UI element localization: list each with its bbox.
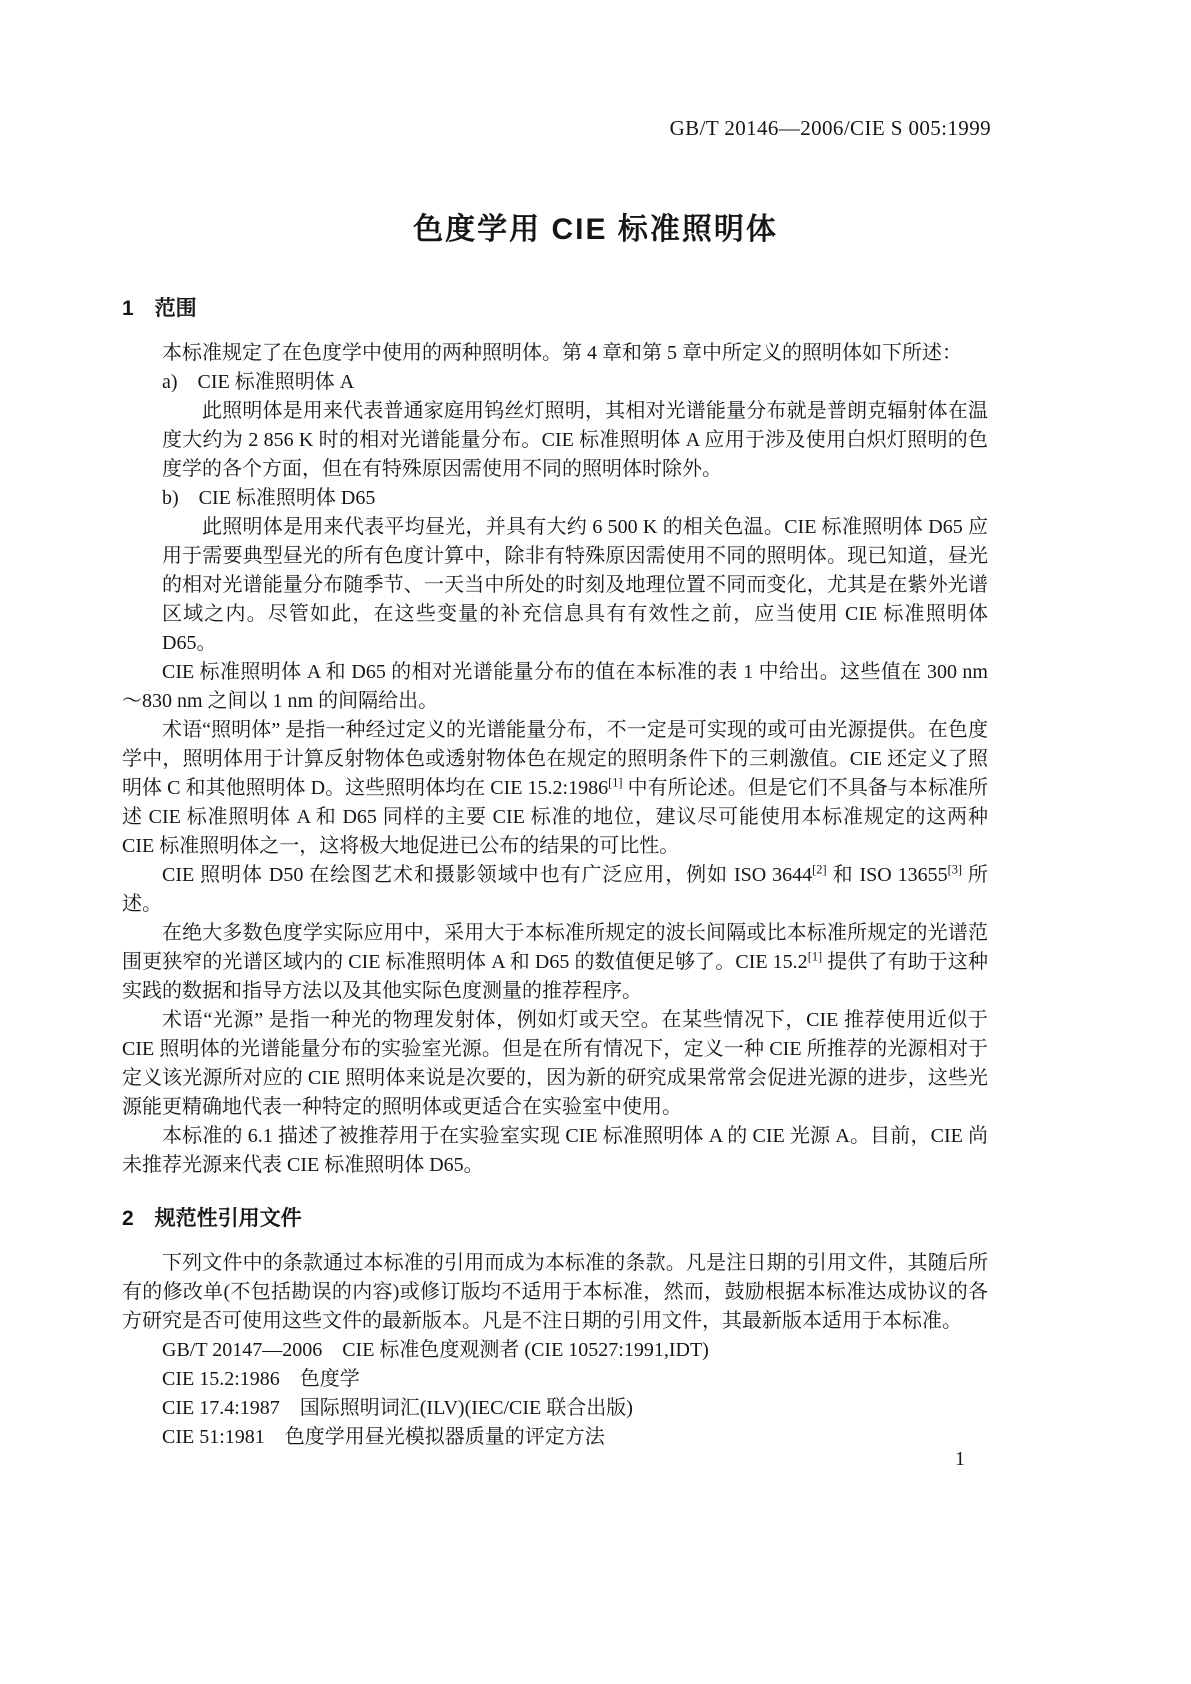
- paragraph-scope-intro: 本标准规定了在色度学中使用的两种照明体。第 4 章和第 5 章中所定义的照明体如下所述：: [162, 342, 962, 364]
- reference-cie-17-4: CIE 17.4:1987 国际照明词汇(ILV)(IEC/CIE 联合出版): [162, 1397, 633, 1419]
- document-title: 色度学用 CIE 标准照明体: [413, 213, 778, 246]
- list-item-a-label: a) CIE 标准照明体 A: [162, 371, 355, 393]
- list-item-a-body: 此照明体是用来代表普通家庭用钨丝灯照明，其相对光谱能量分布就是普朗克辐射体在温度大约为 2 856 K 时的相对光谱能量分布。CIE 标准照明体 A 应用于涉及使用白炽灯照明的色度学的各个方面，但在有特殊原因需使用不同的照明体时除外。: [162, 400, 988, 480]
- paragraph-normative-intro: 下列文件中的条款通过本标准的引用而成为本标准的条款。凡是注日期的引用文件，其随后所有的修改单(不包括勘误的内容)或修订版均不适用于本标准，然而，鼓励根据本标准达成协议的各方研究是否可使用这些文件的最新版本。凡是不注日期的引用文件，其最新版本适用于本标准。: [122, 1252, 988, 1332]
- section-1-heading: 1 范围: [122, 297, 197, 320]
- paragraph-table1-values: CIE 标准照明体 A 和 D65 的相对光谱能量分布的值在本标准的表 1 中给出。这些值在 300 nm～830 nm 之间以 1 nm 的间隔给出。: [122, 661, 988, 712]
- paragraph-practical-use: 在绝大多数色度学实际应用中，采用大于本标准所规定的波长间隔或比本标准所规定的光谱范围更狭窄的光谱区域内的 CIE 标准照明体 A 和 D65 的数值便足够了。CIE 15.2[1] 提供了有助于这种实践的数据和指导方法以及其他实际色度测量的推荐程序。: [122, 922, 989, 1002]
- document-body: [122, 294, 988, 1452]
- paragraph-term-illuminant: 术语“照明体” 是指一种经过定义的光谱能量分布，不一定是可实现的或可由光源提供。在色度学中，照明体用于计算反射物体色或透射物体色在规定的照明条件下的三刺激值。CIE 还定义了照明体 C 和其他照明体 D。这些照明体均在 CIE 15.2:1986[1] 中有所论述。但是它们不具备与本标准所述 CIE 标准照明体 A 和 D65 同样的主要 CIE 标准的地位，建议尽可能使用本标准规定的这两种 CIE 标准照明体之一，这将极大地促进已公布的结果的可比性。: [122, 719, 989, 857]
- paragraph-source-a: 本标准的 6.1 描述了被推荐用于在实验室实现 CIE 标准照明体 A 的 CIE 光源 A。目前，CIE 尚未推荐光源来代表 CIE 标准照明体 D65。: [122, 1125, 988, 1176]
- reference-cie-51: CIE 51:1981 色度学用昼光模拟器质量的评定方法: [162, 1426, 605, 1448]
- standard-number: GB/T 20146—2006/CIE S 005:1999: [669, 116, 991, 140]
- list-item-b-label: b) CIE 标准照明体 D65: [162, 487, 376, 509]
- section-2-heading: 2 规范性引用文件: [122, 1207, 302, 1230]
- list-item-b-body: 此照明体是用来代表平均昼光，并具有大约 6 500 K 的相关色温。CIE 标准照明体 D65 应用于需要典型昼光的所有色度计算中，除非有特殊原因需使用不同的照明体。现已知道，昼光的相对光谱能量分布随季节、一天当中所处的时刻及地理位置不同而变化，尤其是在紫外光谱区域之内。尽管如此，在这些变量的补充信息具有有效性之前，应当使用 CIE 标准照明体 D65。: [162, 516, 988, 654]
- paragraph-term-source: 术语“光源” 是指一种光的物理发射体，例如灯或天空。在某些情况下，CIE 推荐使用近似于 CIE 照明体的光谱能量分布的实验室光源。但是在所有情况下，定义一种 CIE 所推荐的光源相对于定义该光源所对应的 CIE 照明体来说是次要的，因为新的研究成果常常会促进光源的进步，这些光源能更精确地代表一种特定的照明体或更适合在实验室中使用。: [122, 1009, 988, 1118]
- paragraph-illuminant-d50: CIE 照明体 D50 在绘图艺术和摄影领域中也有广泛应用，例如 ISO 3644[2] 和 ISO 13655[3] 所述。: [122, 862, 989, 915]
- page-number: 1: [955, 1448, 965, 1470]
- reference-gbt-20147: GB/T 20147—2006 CIE 标准色度观测者 (CIE 10527:1991,IDT): [162, 1339, 709, 1361]
- reference-cie-15-2: CIE 15.2:1986 色度学: [162, 1368, 360, 1390]
